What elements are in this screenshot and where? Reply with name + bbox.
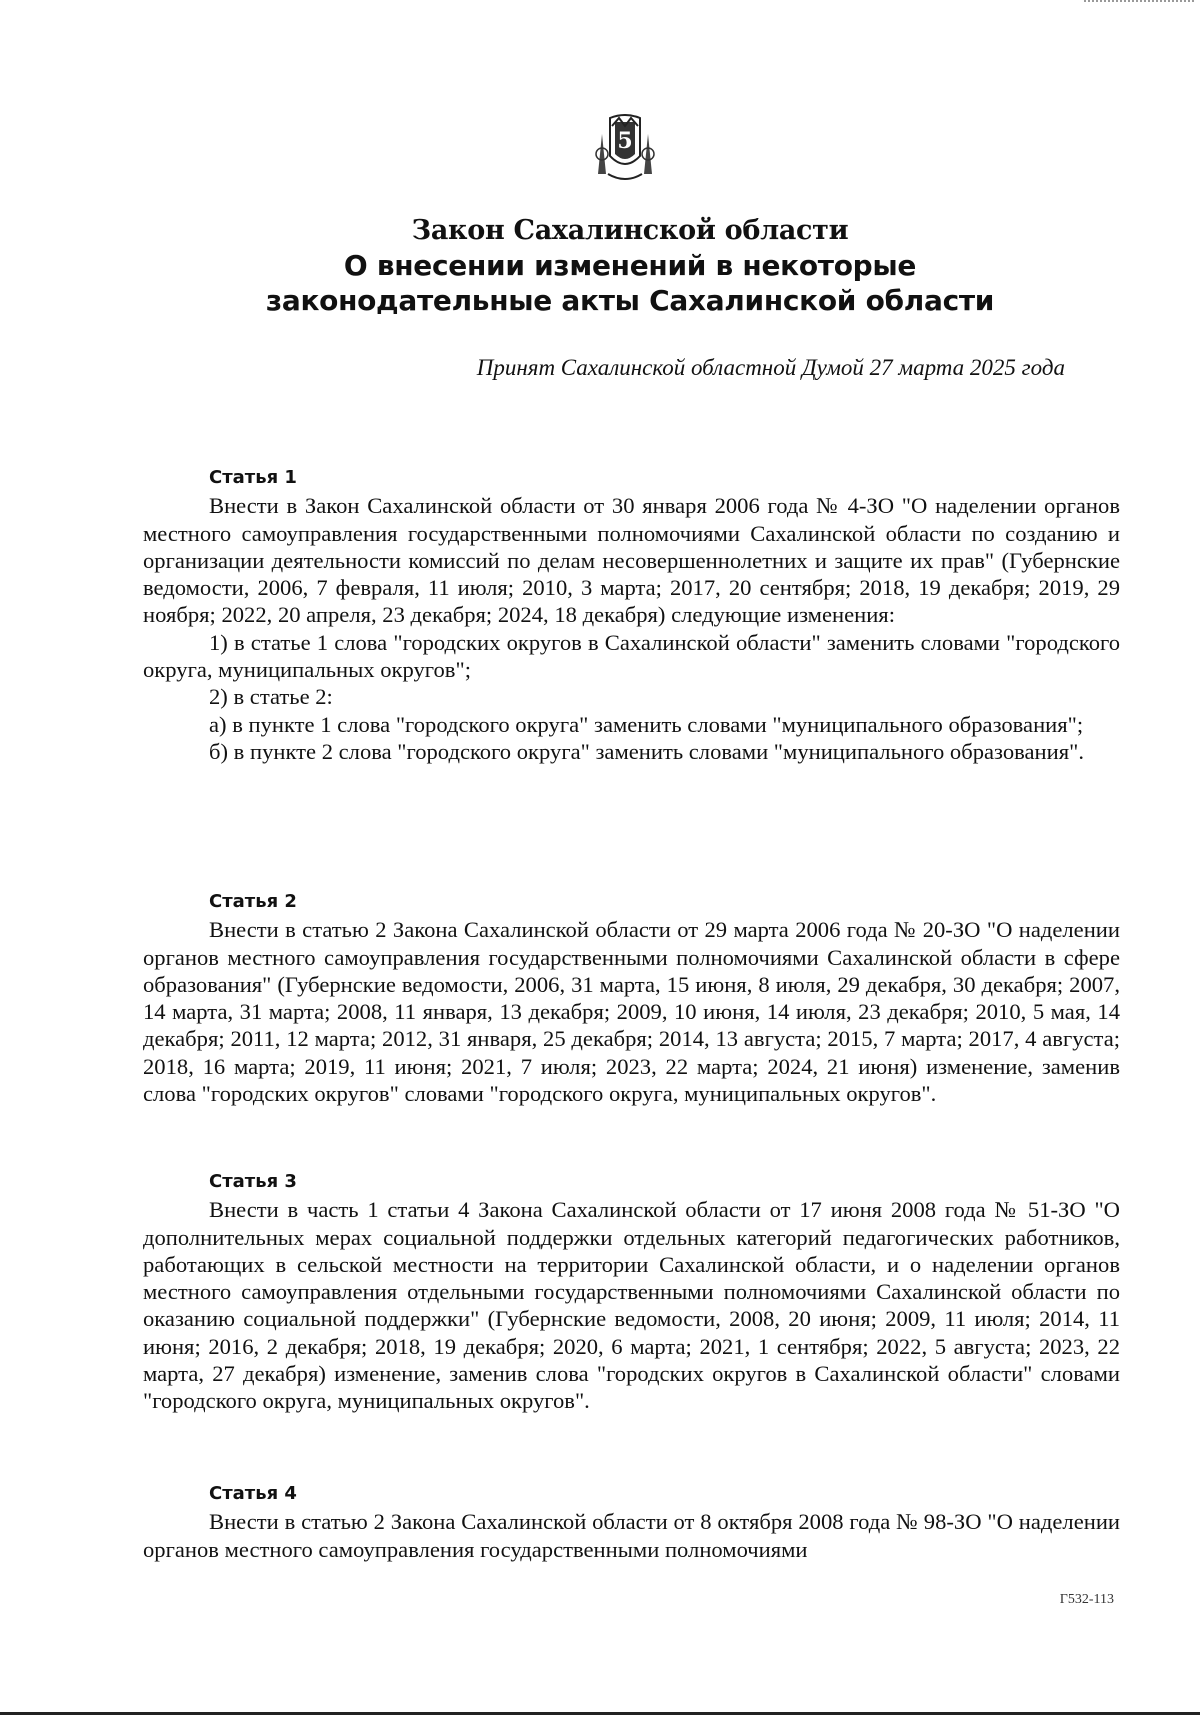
article-item: а) в пункте 1 слова "городского округа" заменить словами "муниципального образования";	[209, 711, 1084, 737]
law-title-line-1: Закон Сахалинской области	[411, 215, 849, 246]
law-title-line-3: законодательные акты Сахалинской области	[265, 284, 995, 317]
article-2	[143, 888, 1120, 1107]
article-paragraph: Внести в Закон Сахалинской области от 30 января 2006 года № 4-ЗО "О наделении органов местного самоуправления государственными полномочиями Сахалинской области по созданию и организации деятельности комиссий по делам несовершеннолетних и защите их прав" (Губернские ведомости, 2006, 7 февраля, 11 июля; 2010, 3 марта; 2017, 20 сентября; 2018, 19 декабря; 2019, 29 ноября; 2022, 20 апреля, 23 декабря; 2024, 18 декабря) следующие изменения:	[143, 493, 1120, 628]
scan-bottom-edge	[0, 1712, 1200, 1715]
sakhalin-coat-of-arms-emblem	[588, 114, 662, 184]
article-1	[143, 464, 1120, 765]
adoption-note: Принят Сахалинской областной Думой 27 марта 2025 года	[476, 355, 1065, 380]
article-heading: Статья 1	[209, 467, 297, 488]
article-paragraph: Внести в статью 2 Закона Сахалинской области от 8 октября 2008 года № 98-ЗО "О наделении органов местного самоуправления государственными полномочиями	[143, 1509, 1120, 1562]
article-item: 2) в статье 2:	[209, 684, 333, 710]
article-heading: Статья 2	[209, 891, 297, 912]
law-title-line-2: О внесении изменений в некоторые	[343, 249, 917, 282]
article-item: 1) в статье 1 слова "городских округов в Сахалинской области" заменить словами "городского округа, муниципальных округов";	[143, 629, 1120, 683]
article-3	[143, 1168, 1120, 1415]
article-4	[143, 1480, 1120, 1563]
article-heading: Статья 4	[209, 1483, 297, 1504]
article-paragraph: Внести в статью 2 Закона Сахалинской области от 29 марта 2006 года № 20-ЗО "О наделении органов местного самоуправления государственными полномочиями Сахалинской области в сфере образования" (Губернские ведомости, 2006, 31 марта, 15 июня, 8 июля, 29 декабря, 30 декабря; 2007, 14 марта, 31 марта; 2008, 11 января, 13 декабря; 2009, 10 июня, 14 июля, 23 декабря; 2010, 5 мая, 14 декабря; 2011, 12 марта; 2012, 31 января, 25 декабря; 2014, 13 августа; 2015, 7 марта; 2017, 4 августа; 2018, 16 марта; 2019, 11 июня; 2021, 7 июля; 2023, 22 марта; 2024, 21 июня) изменение, заменив слова "городских округов" словами "городского округа, муниципальных округов".	[143, 917, 1120, 1107]
article-paragraph: Внести в часть 1 статьи 4 Закона Сахалинской области от 17 июня 2008 года № 51-ЗО "О дополнительных мерах социальной поддержки отдельных категорий педагогических работников, работающих в сельской местности на территории Сахалинской области, и о наделении органов местного самоуправления отдельными государственными полномочиями Сахалинской области по оказанию социальной поддержки" (Губернские ведомости, 2008, 20 июня; 2009, 11 июля; 2014, 11 июня; 2016, 2 декабря; 2018, 19 декабря; 2020, 6 марта; 2021, 1 сентября; 2022, 5 августа; 2023, 22 марта, 27 декабря) изменение, заменив слова "городских округов в Сахалинской области" словами "городского округа, муниципальных округов".	[143, 1197, 1120, 1414]
document-code: Г532-113	[1059, 1592, 1114, 1607]
article-heading: Статья 3	[209, 1171, 297, 1192]
svg-text:5: 5	[617, 128, 633, 154]
law-title	[230, 213, 1030, 318]
article-item: б) в пункте 2 слова "городского округа" заменить словами "муниципального образования".	[209, 738, 1084, 764]
scan-edge-marks	[1084, 0, 1194, 4]
